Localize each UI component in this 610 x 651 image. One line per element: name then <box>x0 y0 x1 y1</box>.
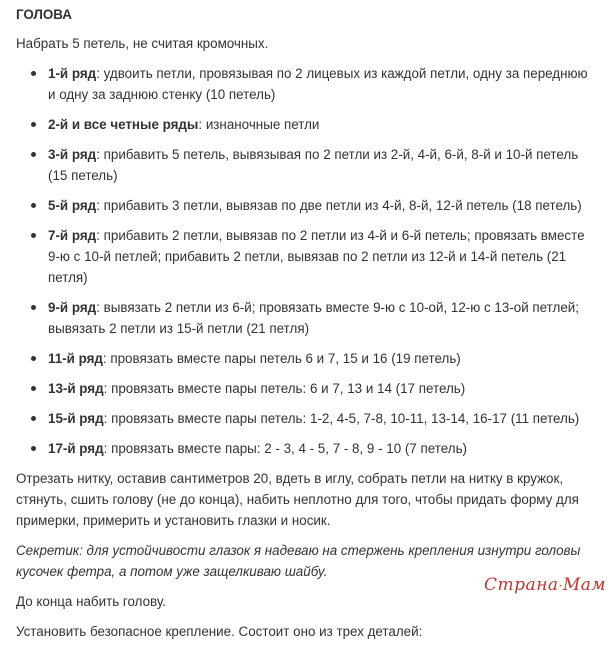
list-item-row-5 <box>48 195 596 216</box>
row-text: : прибавить 5 петель, вывязывая по 2 петли из 2-й, 4-й, 6-й, 8-й и 10-й петель (15 петель) <box>48 147 579 183</box>
bullet-icon <box>31 446 36 451</box>
row-label: 1-й ряд <box>48 66 97 81</box>
list-item-row-3 <box>48 144 596 186</box>
bullet-icon <box>31 203 36 208</box>
bullet-icon <box>31 152 36 157</box>
row-text: : прибавить 3 петли, вывязав по две петли из 4-й, 8-й, 12-й петель (18 петель) <box>96 198 582 213</box>
bullet-icon <box>31 122 36 127</box>
list-item-row-13 <box>48 378 596 399</box>
bullet-icon <box>31 386 36 391</box>
site-watermark <box>484 575 606 597</box>
section-heading: ГОЛОВА <box>16 7 72 22</box>
intro-paragraph: Набрать 5 петель, не считая кромочных. <box>16 36 269 51</box>
row-label: 11-й ряд <box>48 351 103 366</box>
row-label: 7-й ряд <box>48 228 97 243</box>
row-label: 13-й ряд <box>48 381 104 396</box>
row-label: 3-й ряд <box>48 147 97 162</box>
bullet-icon <box>31 305 36 310</box>
row-label: 2-й и все четные ряды <box>48 117 199 132</box>
bullet-icon <box>31 416 36 421</box>
list-item-row-17 <box>48 438 596 459</box>
secret-tip-paragraph: Секретик: для устойчивости глазок я надеваю на стержень крепления изнутри головы кусочек фетра, а потом уже защелкиваю шайбу. <box>16 543 581 579</box>
row-text: : удвоить петли, провязывая по 2 лицевых из каждой петли, одну за переднюю и одну за заднюю стенку (10 петель) <box>48 66 588 102</box>
bullet-icon <box>31 71 36 76</box>
watermark-part1: Страна <box>484 575 559 595</box>
list-item-row-2 <box>48 114 596 135</box>
watermark-part2: Мам <box>562 575 606 595</box>
row-text: : изнаночные петли <box>198 117 320 132</box>
row-text: : прибавить 2 петли, вывязав по 2 петли из 4-й и 6-й петель; провязать вместе 9-ю с 10-й петлей; прибавить 2 петли, вывязав по 2 петли из 12-й и 14-й петель (21 петля) <box>48 228 585 285</box>
bullet-icon <box>31 356 36 361</box>
list-item-row-11 <box>48 348 596 369</box>
watermark-dot: · <box>558 579 563 593</box>
row-label: 9-й ряд <box>48 300 97 315</box>
row-label: 5-й ряд <box>48 198 97 213</box>
row-text: : провязать вместе пары петель: 1-2, 4-5, 7-8, 10-11, 13-14, 16-17 (11 петель) <box>103 411 580 426</box>
row-label: 15-й ряд <box>48 411 104 426</box>
list-item-row-15 <box>48 408 596 429</box>
row-text: : провязать вместе пары: 2 - 3, 4 - 5, 7 - 8, 9 - 10 (7 петель) <box>103 441 468 456</box>
row-text: : провязать вместе пары петель: 6 и 7, 13 и 14 (17 петель) <box>103 381 466 396</box>
stuff-paragraph: До конца набить голову. <box>16 594 166 609</box>
list-item-row-9 <box>48 297 596 339</box>
row-text: : вывязать 2 петли из 6-й; провязать вместе 9-ю с 10-ой, 12-ю с 13-ой петлей; вывязать 2 петли из 15-й петли (21 петля) <box>48 300 579 336</box>
list-item-row-7 <box>48 225 596 288</box>
mount-paragraph: Установить безопасное крепление. Состоит оно из трех деталей: <box>16 624 423 639</box>
document-body <box>16 4 596 651</box>
bullet-icon <box>31 233 36 238</box>
row-instructions-list <box>16 63 596 459</box>
row-label: 17-й ряд <box>48 441 104 456</box>
row-text: : провязать вместе пары петель 6 и 7, 15 и 16 (19 петель) <box>102 351 461 366</box>
list-item-row-1 <box>48 63 596 105</box>
finish-paragraph: Отрезать нитку, оставив сантиметров 20, вдеть в иглу, собрать петли на нитку в кружок, стянуть, сшить голову (не до конца), набить неплотно для того, чтобы придать форму для примерки, примерить и установить глазки и носик. <box>16 471 579 528</box>
